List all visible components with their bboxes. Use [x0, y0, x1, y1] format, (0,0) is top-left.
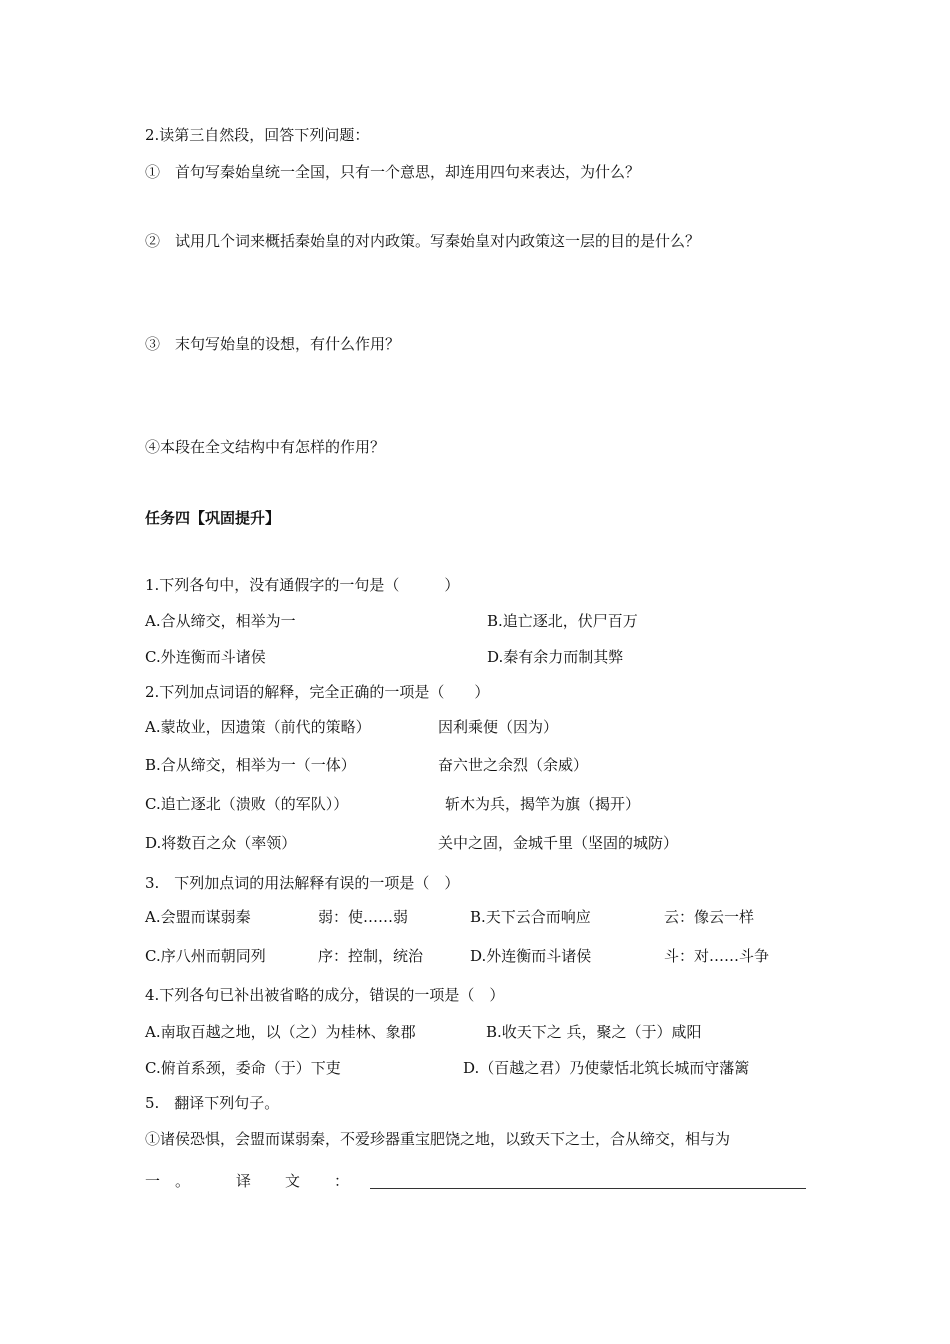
task4-q1-option-a: A.合从缔交，相举为一 [145, 612, 296, 630]
task4-q1-option-d: D.秦有余力而制其弊 [487, 648, 624, 666]
task4-q3-option-c-meaning: 序：控制，统治 [318, 947, 424, 965]
question-2-2: ② 试用几个词来概括秦始皇的对内政策。写秦始皇对内政策这一层的目的是什么？ [145, 232, 701, 250]
task4-q3-option-d: D.外连衡而斗诸侯 [470, 947, 592, 965]
translation-label: 译文： [236, 1172, 384, 1190]
task4-q2-option-d: D.将数百之众（率领） [145, 834, 297, 852]
task4-q2-option-b-second: 奋六世之余烈（余威） [438, 756, 589, 774]
task4-q3-option-a: A.会盟而谋弱秦 [145, 908, 251, 926]
section-2-intro: 2.读第三自然段，回答下列问题： [145, 126, 370, 144]
task4-q3-option-d-meaning: 斗：对……斗争 [664, 947, 770, 965]
task4-q3-option-c: C.序八州而朝同列 [145, 947, 266, 965]
translation-answer-line[interactable] [370, 1188, 806, 1189]
task4-q2-option-c-second: 斩木为兵，揭竿为旗（揭开） [445, 795, 641, 813]
task4-q4-option-a: A.南取百越之地，以（之）为桂林、象郡 [145, 1023, 416, 1041]
task4-q4-option-d: D.（百越之君）乃使蒙恬北筑长城而守藩篱 [463, 1059, 750, 1077]
task4-q3-option-b-meaning: 云：像云一样 [664, 908, 755, 926]
task4-q2-stem: 2.下列加点词语的解释，完全正确的一项是（ ） [145, 683, 490, 701]
task4-q5-sentence-1: ①诸侯恐惧，会盟而谋弱秦，不爱珍器重宝肥饶之地，以致天下之士，合从缔交，相与为 [145, 1130, 731, 1148]
task4-q2-option-a: A.蒙故业，因遗策（前代的策略） [145, 718, 371, 736]
task4-q4-option-c: C.俯首系颈，委命（于）下吏 [145, 1059, 341, 1077]
question-2-3: ③ 末句写始皇的设想，有什么作用？ [145, 335, 401, 353]
task4-q2-option-c: C.追亡逐北（溃败（的军队）） [145, 795, 349, 813]
task4-q1-option-c: C.外连衡而斗诸侯 [145, 648, 266, 666]
task4-q3-option-b: B.天下云合而响应 [470, 908, 591, 926]
question-2-1: ① 首句写秦始皇统一全国，只有一个意思，却连用四句来表达，为什么？ [145, 163, 641, 181]
task4-q2-option-b: B.合从缔交，相举为一（一体） [145, 756, 356, 774]
task4-q5-sentence-1-end: 一 。 [145, 1172, 191, 1190]
task4-q4-stem: 4.下列各句已补出被省略的成分，错误的一项是（ ） [145, 986, 505, 1004]
task4-q3-option-a-meaning: 弱：使……弱 [318, 908, 409, 926]
task4-q3-stem: 3. 下列加点词的用法解释有误的一项是（ ） [145, 874, 460, 892]
task4-q5-stem: 5. 翻译下列句子。 [145, 1094, 280, 1112]
task4-q4-option-b: B.收天下之 兵，聚之（于）咸阳 [486, 1023, 702, 1041]
task4-q2-option-a-second: 因利乘便（因为） [438, 718, 559, 736]
question-2-4: ④本段在全文结构中有怎样的作用？ [145, 438, 386, 456]
task4-q1-stem: 1.下列各句中，没有通假字的一句是（ ） [145, 576, 460, 594]
task4-q1-option-b: B.追亡逐北，伏尸百万 [487, 612, 638, 630]
task4-q2-option-d-second: 关中之固，金城千里（坚固的城防） [438, 834, 679, 852]
task4-heading: 任务四【巩固提升】 [145, 509, 281, 527]
